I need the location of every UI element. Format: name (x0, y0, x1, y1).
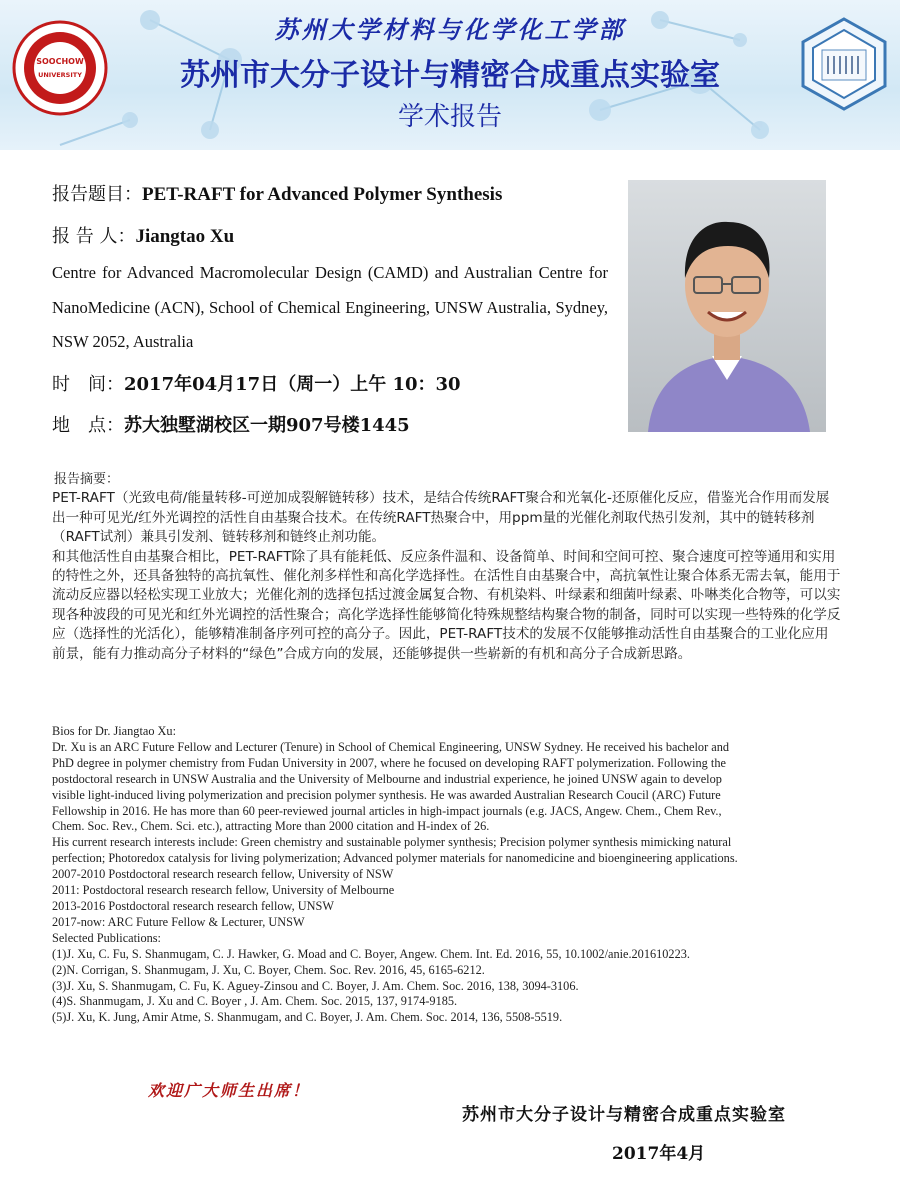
svg-text:UNIVERSITY: UNIVERSITY (38, 71, 82, 79)
talk-title: PET-RAFT for Advanced Polymer Synthesis (142, 184, 503, 205)
bios-line: (1)J. Xu, C. Fu, S. Shanmugam, C. J. Hawker, G. Moad and C. Boyer, Angew. Chem. Int. Ed. 2016, 55, 10.1002/anie.201610223. (52, 946, 690, 961)
abstract-label: 报告摘要： (54, 472, 120, 487)
time-row (52, 370, 461, 396)
speaker-name: Jiangtao Xu (135, 226, 235, 247)
header-banner (0, 0, 900, 150)
title-label: 报告题目： (52, 184, 142, 205)
footer-date: 2017年4月 (612, 1144, 706, 1164)
bios-line: 2013-2016 Postdoctoral research research fellow, UNSW (52, 898, 334, 913)
bios-line: perfection; Photoredox catalysis for living polymerization; Advanced polymer materials for nanomedicine and bioengineering applications. (52, 851, 738, 866)
bios-line: His current research interests include: Green chemistry and sustainable polymer synthesis; Precision polymer synthesis mimicking natural (52, 835, 732, 850)
report-type: 学术报告 (397, 102, 502, 132)
welcome-text: 欢迎广大师生出席！ (148, 1081, 311, 1100)
bios-line: 2007-2010 Postdoctoral research research fellow, University of NSW (52, 867, 394, 882)
bios-line: (5)J. Xu, K. Jung, Amir Atme, S. Shanmugam, and C. Boyer, J. Am. Chem. Soc. 2014, 136, 5508-5519. (52, 1010, 563, 1025)
abstract-paragraph-2: 和其他活性自由基聚合相比，PET-RAFT除了具有能耗低、反应条件温和、设备简单、时间和空间可控、聚合速度可控等通用和实用的特性之外，还具备独特的高抗氧性、催化剂多样性和高化学选择性。在活性自由基聚合中，高抗氧性让聚合体系无需去氧，能用于流动反应器以轻松实现工业放大；光催化剂的选择包括过渡金属复合物、有机染料、叶绿素和细菌叶绿素、卟啉类化合物等，可以实现各种波段的可见光和红外光调控的活性聚合；高化学选择性能够简化特殊规整结构聚合物的制备，同时可以实现一些特殊的化学反应（选择性的光活化），能够精准制备序列可控的高分子。因此，PET-RAFT技术的发展不仅能够推动活性自由基聚合的工业化应用前景，能有力推动高分子材料的“绿色”合成方向的发展，还能够提供一些崭新的有机和高分子合成新思路。 (52, 548, 841, 662)
talk-title-row (52, 180, 502, 206)
bios-line: 2017-now: ARC Future Fellow & Lecturer, UNSW (52, 914, 305, 929)
speaker-row (52, 222, 234, 248)
talk-place: 苏大独墅湖校区一期907号楼1445 (124, 415, 410, 436)
bios-line: Fellowship in 2016. He has more than 60 peer-reviewed journal articles in high-impact journals (e.g. JACS, Angew. Chem., Chem Rev., (52, 803, 722, 818)
bios-section (52, 724, 852, 1026)
footer-lab-name: 苏州市大分子设计与精密合成重点实验室 (462, 1105, 786, 1125)
bios-line: (3)J. Xu, S. Shanmugam, C. Fu, K. Aguey-Zinsou and C. Boyer, J. Am. Chem. Soc. 2016, 138, 3094-3106. (52, 978, 579, 993)
place-label: 地 点： (52, 415, 124, 436)
bios-line: Chem. Soc. Rev., Chem. Sci. etc.), attracting More than 2000 citation and H-index of 26. (52, 819, 490, 834)
bios-line: PhD degree in polymer chemistry from Fudan University in 2007, where he focused on developing RAFT polymerization. Following the (52, 755, 726, 770)
abstract-paragraph-1: PET-RAFT（光致电荷/能量转移-可逆加成裂解链转移）技术，是结合传统RAFT聚合和光氧化-还原催化反应，借鉴光合作用而发展出一种可见光/红外光调控的活性自由基聚合技术。在传统RAFT热聚合中，用ppm量的光催化剂取代热引发剂，其中的链转移剂（RAFT试剂）兼具引发剂、链转移剂和链终止剂功能。 (52, 490, 830, 546)
bios-line: 2011: Postdoctoral research research fellow, University of Melbourne (52, 883, 395, 898)
bios-line: Selected Publications: (52, 930, 161, 945)
bios-line: Dr. Xu is an ARC Future Fellow and Lecturer (Tenure) in School of Chemical Engineering, UNSW Sydney. He received his bachelor and (52, 739, 730, 754)
talk-time: 2017年04月17日（周一）上午 10：30 (124, 374, 461, 395)
bios-line: (4)S. Shanmugam, J. Xu and C. Boyer , J. Am. Chem. Soc. 2015, 137, 9174-9185. (52, 994, 458, 1009)
speaker-photo (628, 180, 826, 432)
bios-line: (2)N. Corrigan, S. Shanmugam, J. Xu, C. Boyer, Chem. Soc. Rev. 2016, 45, 6165-6212. (52, 962, 485, 977)
bios-line: postdoctoral research in UNSW Australia and the University of Melbourne and industrial experience, he joined UNSW again to develop (52, 771, 722, 786)
place-row (52, 411, 410, 437)
svg-text:SOOCHOW: SOOCHOW (36, 57, 84, 66)
abstract-section (52, 470, 842, 664)
time-label: 时 间： (52, 374, 124, 395)
department-name: 苏州大学材料与化学化工学部 (274, 15, 626, 44)
speaker-affiliation: Centre for Advanced Macromolecular Design (CAMD) and Australian Centre for NanoMedicine (ACN), School of Chemical Engineering, UNSW Australia, Sydney, NSW 2052, Australia (52, 263, 608, 351)
bios-line: visible light-induced living polymerization and precision polymer synthesis. He was awarded Australian Research Coucil (ARC) Future (52, 787, 721, 802)
bios-line: Bios for Dr. Jiangtao Xu: (52, 724, 176, 738)
speaker-label: 报 告 人： (52, 226, 136, 247)
lab-name: 苏州市大分子设计与精密合成重点实验室 (180, 58, 720, 93)
